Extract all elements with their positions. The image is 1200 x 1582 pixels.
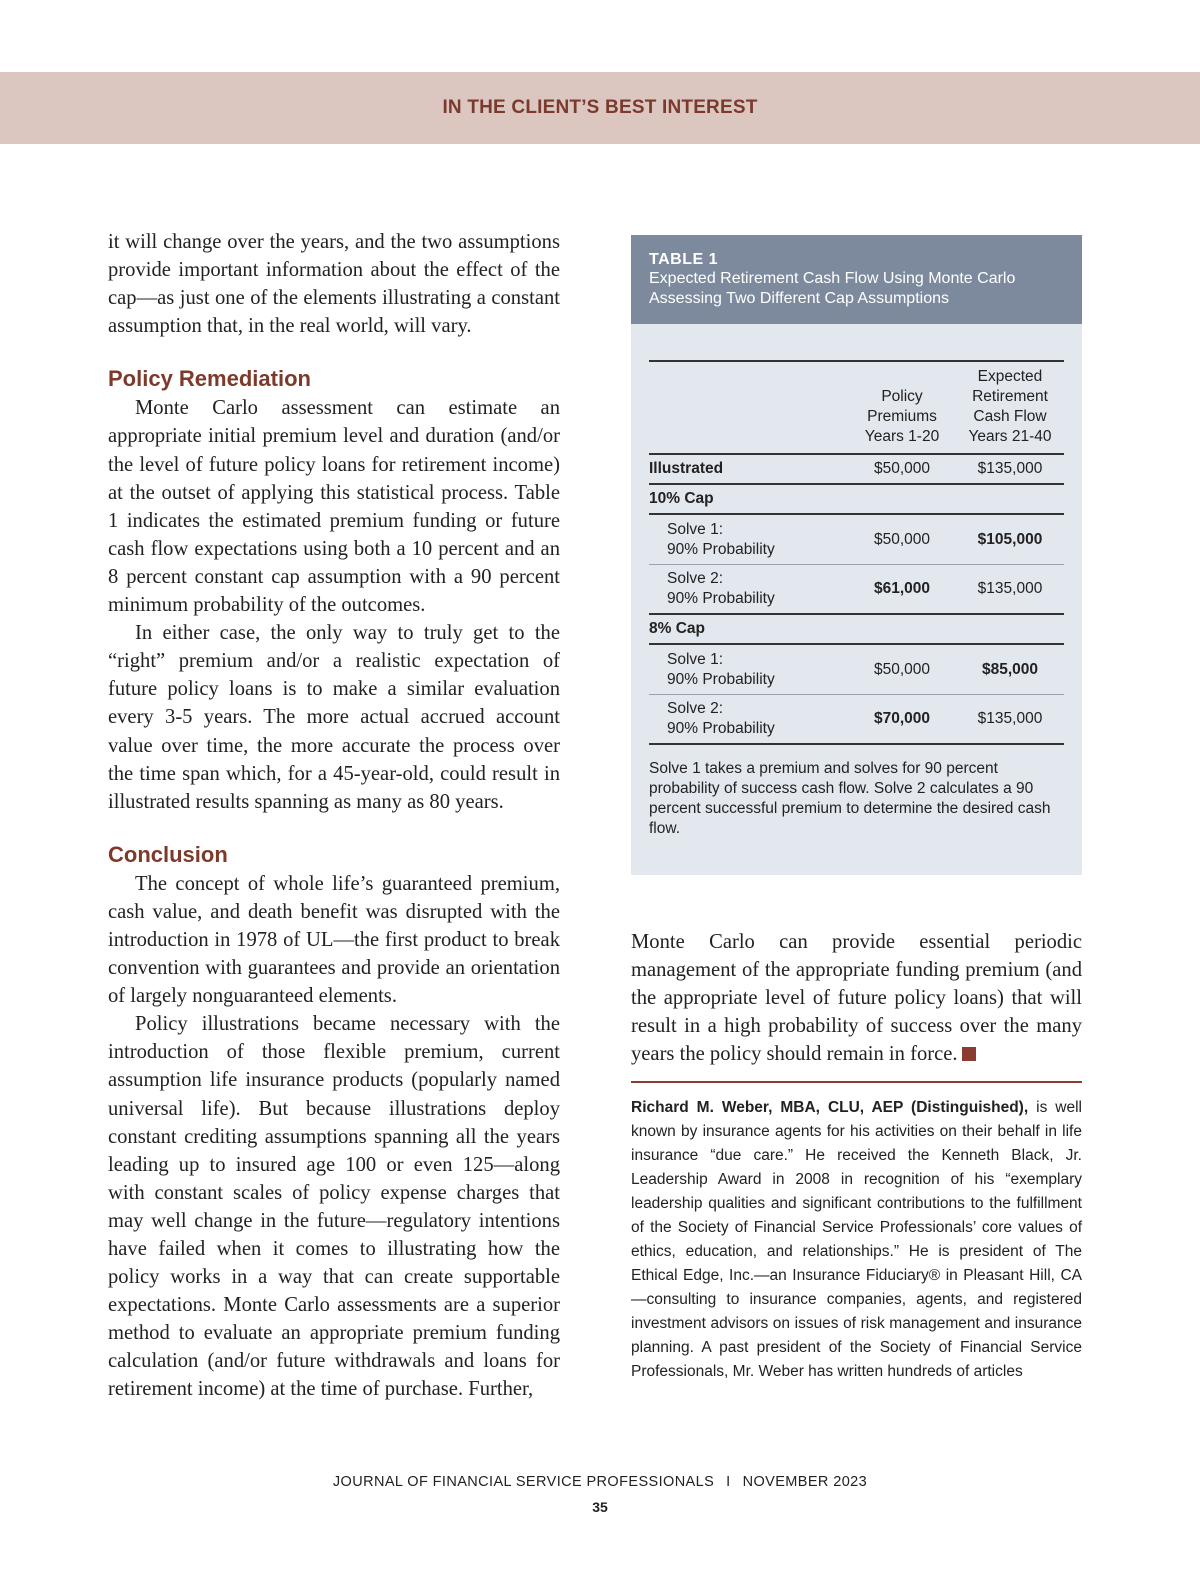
- journal-name: JOURNAL OF FINANCIAL SERVICE PROFESSIONALS: [332, 1474, 715, 1490]
- table-row: Illustrated $50,000 $135,000: [649, 455, 1064, 485]
- paragraph: Policy illustrations became necessary with the introduction of those flexible premium, current assumption life insurance products (popularly named universal life). But because illustrations deploy constant crediting assumptions spanning all the years leading up to insured age 100 or even 125—along with constant scales of policy expense charges that may well change in the future—regulatory intentions have failed when it comes to illustrating how the policy works in a way that can create supportable expectations. Monte Carlo assessments are a superior method to evaluate an appropriate premium funding calculation (and/or future withdrawals and loans for retirement income) at the time of purchase. Further,: [108, 1013, 560, 1401]
- data-table: [649, 360, 1064, 745]
- table-group-row: 10% Cap: [649, 485, 1064, 515]
- heading-policy-remediation: Policy Remediation: [108, 366, 311, 392]
- table-caption-line: Assessing Two Different Cap Assumptions: [649, 290, 949, 307]
- section-banner: [0, 72, 1200, 144]
- end-mark-icon: [962, 1047, 976, 1061]
- col-header-cashflow: Expected Retirement Cash Flow Years 21-40: [968, 368, 1052, 445]
- bio-divider: [631, 1081, 1082, 1083]
- author-name: Richard M. Weber, MBA, CLU, AEP (Distinguished),: [631, 1099, 1029, 1116]
- page-number: 35: [592, 1499, 608, 1515]
- footer: [0, 1474, 1200, 1490]
- table-row: Solve 2: 90% Probability $70,000 $135,000: [649, 695, 1064, 745]
- table-row: Solve 1: 90% Probability $50,000 $105,000: [649, 515, 1064, 565]
- table-1: [631, 235, 1082, 875]
- paragraph-continuation: it will change over the years, and the two assumptions provide important information about the effect of the cap—as just one of the elements illustrating a constant assumption that, in the real world, will vary.: [108, 231, 560, 338]
- table-row: Solve 1: 90% Probability $50,000 $85,000: [649, 645, 1064, 695]
- right-column: [631, 928, 1082, 1068]
- table-note: Solve 1 takes a premium and solves for 90 percent probability of success cash flow. Solve 2 calculates a 90 percent successful premium to determine the desired cash flow.: [649, 760, 1051, 837]
- col-header-premiums: Policy Premiums Years 1-20: [864, 388, 940, 445]
- paragraph: In either case, the only way to truly get to the “right” premium and/or a realistic expectation of future policy loans is to make a similar evaluation every 3-5 years. The more actual accrued account value over time, the more accurate the process over the time span which, for a 45-year-old, could result in illustrated results spanning as many as 80 years.: [108, 622, 560, 813]
- left-column: [108, 228, 560, 1404]
- section-title: IN THE CLIENT’S BEST INTEREST: [442, 97, 758, 118]
- table-header: [631, 235, 1082, 324]
- column-header-row: [649, 360, 1064, 455]
- table-label: TABLE 1: [649, 251, 718, 268]
- author-bio: Richard M. Weber, MBA, CLU, AEP (Distinguished), is well known by insurance agents for his activities on their behalf in life insurance “due care.” He received the Kenneth Black, Jr. Leadership Award in 2008 in recognition of his “exemplary leadership qualities and significant contributions to the fulfillment of the Society of Financial Service Professionals’ core values of ethics, education, and relationships.” He is president of The Ethical Edge, Inc.—an Insurance Fiduciary® in Pleasant Hill, CA—consulting to insurance companies, agents, and registered investment advisors on issues of risk management and insurance planning. A past president of the Society of Financial Service Professionals, Mr. Weber has written hundreds of articles: [631, 1099, 1082, 1380]
- paragraph: Monte Carlo assessment can estimate an appropriate initial premium level and duration (and/or the level of future policy loans for retirement income) at the outset of applying this statistical process. Table 1 indicates the estimated premium funding or future cash flow expectations using both a 10 percent and an 8 percent constant cap assumption with a 90 percent minimum probability of the outcomes.: [108, 397, 560, 617]
- paragraph: Monte Carlo can provide essential periodic management of the appropriate funding premium (and the appropriate level of future policy loans) that will result in a high probability of success over the many years the policy should remain in force.: [631, 931, 1082, 1066]
- issue-date: NOVEMBER 2023: [742, 1474, 868, 1490]
- heading-conclusion: Conclusion: [108, 841, 228, 867]
- table-group-row: 8% Cap: [649, 615, 1064, 645]
- table-row: Solve 2: 90% Probability $61,000 $135,000: [649, 565, 1064, 615]
- footer-separator: I: [726, 1474, 731, 1490]
- table-caption-line: Expected Retirement Cash Flow Using Monte Carlo: [649, 270, 1016, 287]
- paragraph: The concept of whole life’s guaranteed premium, cash value, and death benefit was disrupted with the introduction in 1978 of UL—the first product to break convention with guarantees and provide an orientation of largely nonguaranteed elements.: [108, 872, 560, 1008]
